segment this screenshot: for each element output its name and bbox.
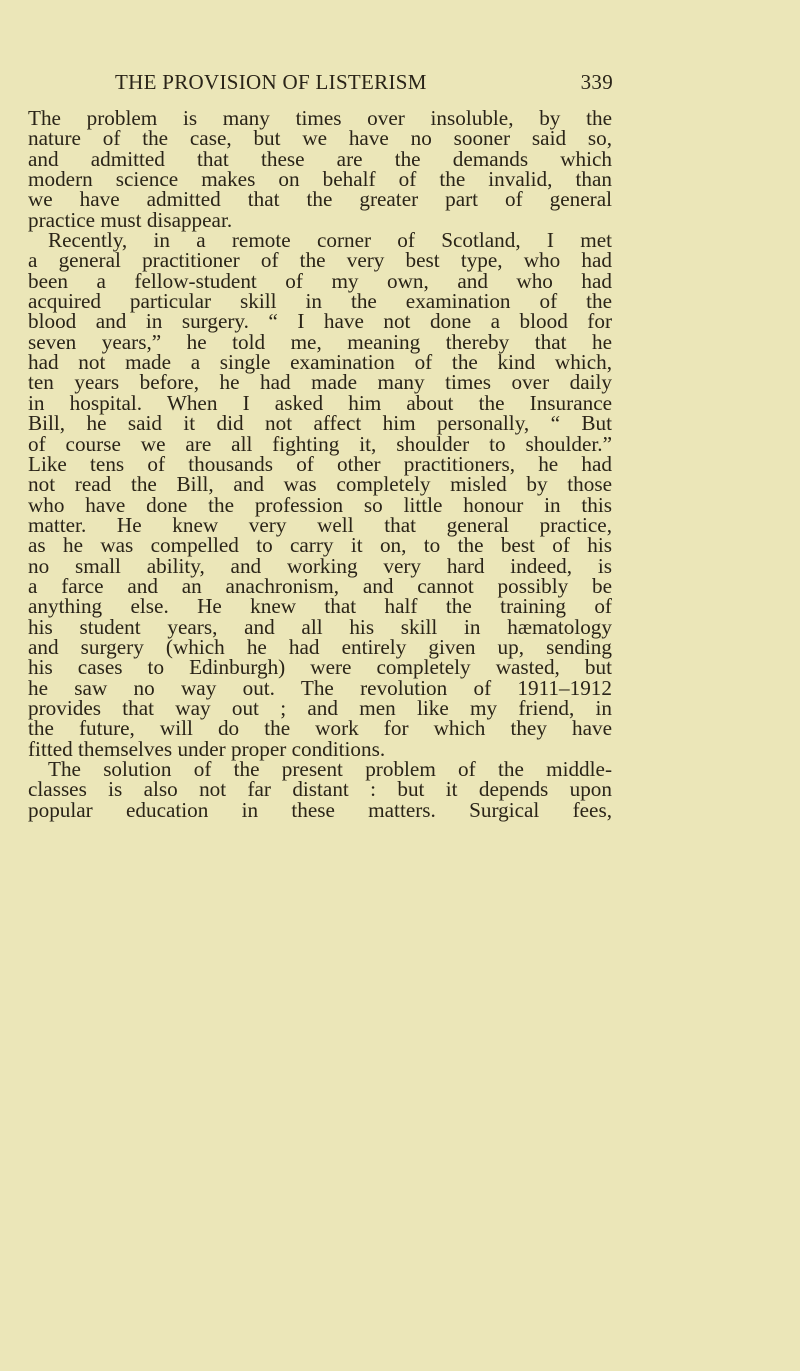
- running-title: THE PROVISION OF LISTERISM: [115, 70, 427, 94]
- text-line: as he was compelled to carry it on, to the best of his: [28, 533, 612, 558]
- text-line: classes is also not far distant : but it depends upon: [28, 777, 612, 802]
- body-text: [28, 108, 612, 820]
- text-line: been a fellow-student of my own, and who had: [28, 268, 612, 293]
- text-line: nature of the case, but we have no sooner said so,: [28, 126, 612, 151]
- text-line: and surgery (which he had entirely given up, sending: [28, 634, 612, 659]
- text-line: The solution of the present problem of the middle-: [48, 757, 612, 781]
- text-line: anything else. He knew that half the training of: [28, 594, 612, 619]
- text-line: Recently, in a remote corner of Scotland, I met: [48, 228, 612, 253]
- text-line: seven years,” he told me, meaning thereby that he: [28, 329, 612, 354]
- text-line: The problem is many times over insoluble, by the: [28, 106, 612, 130]
- text-line: his cases to Edinburgh) were completely wasted, but: [28, 655, 612, 680]
- text-line: fitted themselves under proper conditions.: [28, 736, 386, 761]
- text-line: his student years, and all his skill in hæmatology: [28, 614, 612, 639]
- text-line: modern science makes on behalf of the invalid, than: [28, 167, 612, 192]
- text-line: Bill, he said it did not affect him personally, “ But: [28, 411, 612, 436]
- text-line: of course we are all fighting it, shoulder to shoulder.”: [28, 431, 612, 456]
- running-header: [115, 70, 613, 95]
- text-line: we have admitted that the greater part of general: [28, 187, 612, 212]
- text-line: in hospital. When I asked him about the Insurance: [28, 390, 612, 415]
- text-line: matter. He knew very well that general practice,: [28, 512, 612, 537]
- text-line: a farce and an anachronism, and cannot possibly be: [28, 573, 612, 598]
- text-line: no small ability, and working very hard indeed, is: [28, 553, 612, 578]
- page-number: 339: [580, 70, 613, 94]
- text-line: not read the Bill, and was completely misled by those: [28, 472, 612, 497]
- text-line: had not made a single examination of the kind which,: [28, 350, 612, 375]
- text-line: and admitted that these are the demands which: [28, 146, 612, 171]
- text-line: blood and in surgery. “ I have not done a blood for: [28, 309, 612, 334]
- text-line: acquired particular skill in the examination of the: [28, 289, 612, 314]
- text-line: Like tens of thousands of other practitioners, he had: [28, 451, 612, 476]
- text-line: a general practitioner of the very best type, who had: [28, 248, 612, 273]
- text-line: popular education in these matters. Surgical fees,: [28, 797, 612, 822]
- text-line: the future, will do the work for which they have: [28, 716, 612, 741]
- text-line: provides that way out ; and men like my friend, in: [28, 695, 612, 720]
- text-line: he saw no way out. The revolution of 1911–1912: [28, 675, 612, 700]
- text-line: ten years before, he had made many times over daily: [28, 370, 612, 395]
- text-line: who have done the profession so little honour in this: [28, 492, 612, 517]
- text-line: practice must disappear.: [28, 207, 233, 232]
